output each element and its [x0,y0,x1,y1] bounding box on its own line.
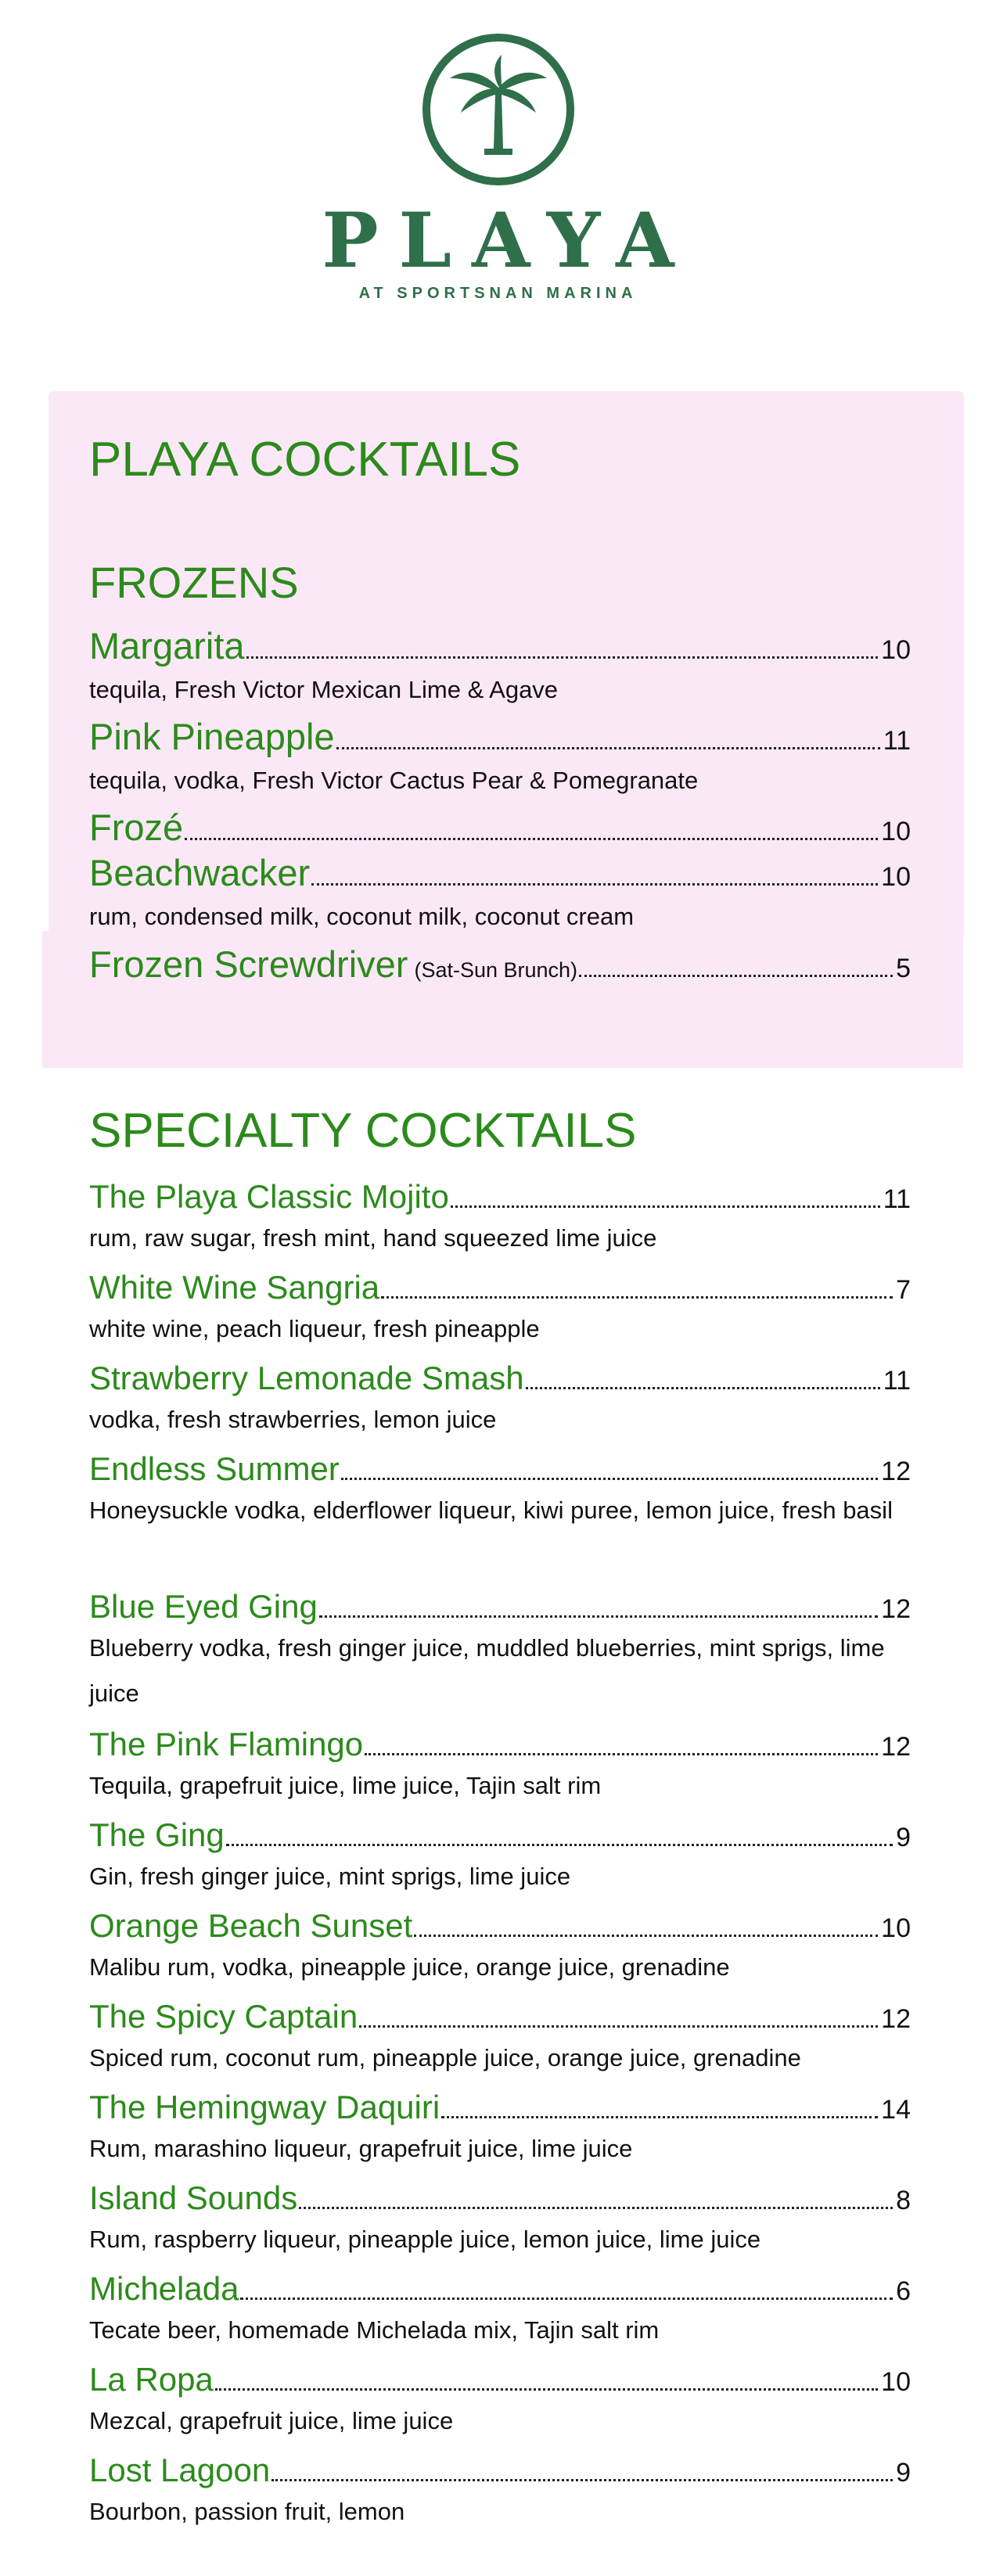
item-price: 11 [883,1184,911,1214]
menu-item [89,1588,911,1716]
menu-item [89,1998,911,2081]
item-description: Tecate beer, homemade Michelada mix, Tajin salt rim [89,2316,660,2344]
leader-dots [240,2298,893,2300]
item-price: 10 [881,635,911,665]
leader-dots [336,747,880,749]
item-description: Rum, marashino liqueur, grapefruit juice, lime juice [89,2135,633,2162]
menu-item [89,2179,911,2262]
menu-item [89,1269,911,1352]
item-price: 12 [881,2004,911,2034]
leader-dots [381,1296,893,1299]
leader-dots [299,2207,893,2209]
item-price: 9 [896,2458,911,2488]
menu-item [89,2361,911,2444]
item-description: vodka, fresh strawberries, lemon juice [89,1406,497,1433]
menu-item [89,624,911,713]
menu-item [89,1907,911,1990]
menu-item [89,943,911,986]
item-description: Malibu rum, vodka, pineapple juice, orange juice, grenadine [89,1953,730,1981]
item-name: Lost Lagoon [89,2452,271,2488]
menu-item [89,851,911,940]
item-name: The Ging [89,1816,225,1853]
leader-dots [579,975,893,977]
item-name: Orange Beach Sunset [89,1907,413,1944]
brand-name: PLAYA [322,196,695,285]
item-price: 12 [881,1457,911,1486]
brand-subtitle: AT SPORTSNAN MARINA [358,285,638,302]
item-note: (Sat-Sun Brunch) [414,958,578,982]
item-price: 6 [896,2276,911,2306]
item-price: 11 [883,1366,911,1396]
menu-item [89,1450,911,1533]
menu-title: PLAYA COCKTAILS [89,433,521,487]
item-price: 11 [883,726,911,756]
item-name: Strawberry Lemonade Smash [89,1360,524,1396]
item-name: Margarita [89,625,245,666]
item-price: 8 [896,2186,911,2215]
item-name: White Wine Sangria [89,1269,380,1306]
item-price: 7 [896,1275,911,1305]
item-price: 10 [881,1913,911,1943]
item-description: Gin, fresh ginger juice, mint sprigs, lime juice [89,1863,571,1890]
item-description: Bourbon, passion fruit, lemon [89,2498,405,2525]
menu-item [89,1816,911,1899]
leader-dots [341,1478,878,1480]
item-name: Endless Summer [89,1450,340,1487]
item-description: Honeysuckle vodka, elderflower liqueur, kiwi puree, lemon juice, fresh basil [89,1496,893,1524]
leader-dots [526,1387,880,1389]
item-name: Island Sounds [89,2179,298,2216]
leader-dots [319,1615,878,1618]
frozens-heading: FROZENS [89,558,299,607]
item-description: Spiced rum, coconut rum, pineapple juice, orange juice, grenadine [89,2044,801,2071]
item-description: tequila, Fresh Victor Mexican Lime & Agave [89,676,559,703]
item-price: 10 [881,817,911,846]
item-price: 10 [881,2367,911,2397]
item-description: white wine, peach liqueur, fresh pineapple [89,1315,540,1342]
item-price: 14 [881,2095,911,2125]
item-description: rum, raw sugar, fresh mint, hand squeezed lime juice [89,1224,657,1252]
menu-item [89,1360,911,1442]
leader-dots [215,2388,878,2391]
leader-dots [359,2025,878,2028]
specialty-heading: SPECIALTY COCKTAILS [89,1104,637,1158]
item-name: Blue Eyed Ging [89,1588,318,1625]
item-description: Mezcal, grapefruit juice, lime juice [89,2407,454,2434]
item-name: La Ropa [89,2361,214,2398]
menu-item [89,1726,911,1809]
item-description: Blueberry vodka, fresh ginger juice, muddled blueberries, mint sprigs, lime juice [89,1634,885,1707]
item-name: Pink Pineapple [89,716,335,757]
leader-dots [271,2479,893,2481]
item-price: 10 [881,862,911,892]
item-price: 9 [896,1823,911,1852]
palm-tree-icon [420,31,577,188]
leader-dots [246,656,879,659]
menu-item [89,1178,911,1261]
item-name: Michelada [89,2270,239,2307]
leader-dots [451,1205,880,1208]
item-name: Beachwacker [89,852,311,893]
item-name: The Playa Classic Mojito [89,1178,449,1215]
item-name: The Spicy Captain [89,1998,358,2035]
menu-item [89,806,911,849]
item-name: The Pink Flamingo [89,1726,364,1762]
menu-item [89,2089,911,2172]
brand-logo [0,31,996,303]
item-description: rum, condensed milk, coconut milk, coconut cream [89,903,635,930]
item-name: Frozen Screwdriver [89,943,408,985]
item-price: 12 [881,1594,911,1624]
item-description: Rum, raspberry liqueur, pineapple juice, lemon juice, lime juice [89,2226,761,2253]
item-description: tequila, vodka, Fresh Victor Cactus Pear & Pomegranate [89,767,699,794]
item-price: 5 [896,954,911,983]
menu-item [89,2452,911,2535]
leader-dots [414,1935,878,1937]
leader-dots [441,2116,878,2118]
item-name: Frozé [89,807,184,848]
leader-dots [185,838,878,840]
item-description: Tequila, grapefruit juice, lime juice, Tajin salt rim [89,1772,602,1799]
leader-dots [226,1844,893,1846]
item-price: 12 [881,1732,911,1762]
leader-dots [365,1753,878,1755]
menu-item [89,2270,911,2353]
item-name: The Hemingway Daquiri [89,2089,440,2125]
menu-item [89,715,911,803]
leader-dots [311,883,878,886]
